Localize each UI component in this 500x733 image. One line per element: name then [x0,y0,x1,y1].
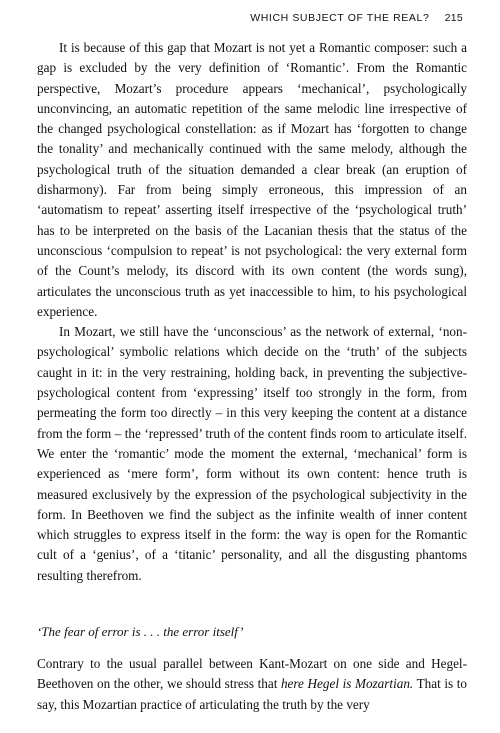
page-number: 215 [444,12,463,24]
paragraph: In Mozart, we still have the ‘unconscious’ as the network of external, ‘non-psychological’ symbolic relations which decide on the ‘truth’ of the subjects caught in it: in the very restraining, holding back, in preventing the subjective-psychological content from ‘expressing’ itself too strongly in the form, from permeating the form too directly – in this very keeping the content at a distance from the form – the ‘repressed’ truth of the content finds room to articulate itself. We enter the ‘romantic’ mode the moment the external, ‘mechanical’ form is experienced as ‘mere form’, form without its own content: hence truth is measured exclusively by the expression of the psychological subjectivity in the form. In Beethoven we find the subject as the infinite wealth of inner content which struggles to express itself in the form: the way is open for the Romantic cult of a ‘genius’, of a ‘titanic’ personality, and all the disgusting phantoms resulting therefrom. [37,324,467,583]
body-text [37,38,467,715]
section-paragraph-text: Contrary to the usual parallel between Kant-Mozart on one side and Hegel-Beethoven on the other, we should stress that [37,656,467,692]
running-head-title: WHICH SUBJECT OF THE REAL? [250,12,430,24]
section-paragraph [37,654,467,715]
section-paragraph-text-end: That is to say, this Mozartian practice of articulating the truth by the very [37,676,467,712]
paragraph: It is because of this gap that Mozart is not yet a Romantic composer: such a gap is excluded by the very definition of ‘Romantic’. From the Romantic perspective, Mozart’s procedure appears ‘mechanical’, psychologically unconvincing, an automatic repetition of the same melodic line irrespective of the changed psychological constellation: as if Mozart has ‘forgotten to change the tonality’ and mechanically continued with the same melody, although the psychological truth of the situation demanded a clear break (an eruption of disharmony). Far from being simply erroneous, this impression of an ‘automatism to repeat’ asserting itself irrespective of the ‘psychological truth’ has to be interpreted on the basis of the Lacanian thesis that the status of the unconscious ‘compulsion to repeat’ is not psychological: the very external form of the Count’s melody, its discord with its own content (the words sung), articulates the unconscious truth as yet inaccessible to him, to his psychological experience. [37,40,467,319]
section-paragraph-emphasis: here Hegel is Mozartian. [280,676,414,692]
running-head [250,12,463,24]
section-heading: ‘The fear of error is . . . the error itself’ [37,624,244,640]
